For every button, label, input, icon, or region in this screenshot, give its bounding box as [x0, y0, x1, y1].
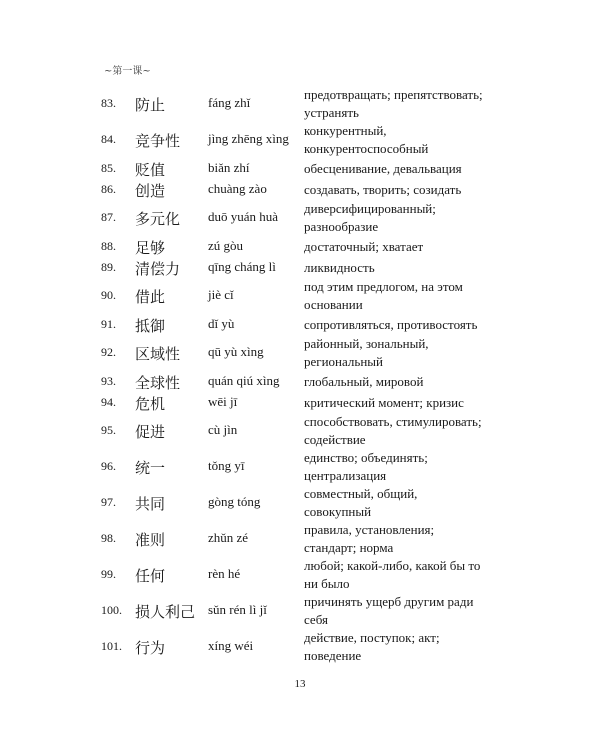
entry-hanzi: 防止: [135, 96, 166, 114]
entry-number: 100.: [101, 603, 122, 617]
translation-line: стандарт; норма: [304, 540, 394, 555]
entry-translation: [304, 238, 504, 256]
entry-number: 98.: [101, 531, 116, 545]
entry-hanzi: 多元化: [135, 210, 181, 228]
entry-number: 89.: [101, 260, 116, 274]
vocab-entry: [0, 521, 600, 557]
entry-number: 92.: [101, 345, 116, 359]
translation-line: способствовать, стимулировать;: [304, 414, 482, 429]
entry-number: 85.: [101, 161, 116, 175]
translation-line: критический момент; кризис: [304, 395, 464, 410]
translation-line: правила, установления;: [304, 522, 435, 537]
translation-line: ликвидность: [304, 260, 375, 275]
entry-number: 97.: [101, 495, 116, 509]
entry-pinyin: xíng wéi: [208, 638, 254, 653]
entry-hanzi: 清偿力: [135, 260, 181, 278]
entry-hanzi: 抵御: [135, 317, 166, 335]
translation-line: обесценивание, девальвация: [304, 161, 462, 176]
entry-pinyin: chuàng zào: [208, 181, 267, 196]
entry-translation: [304, 394, 504, 412]
translation-line: конкурентный,: [304, 123, 387, 138]
entry-hanzi: 任何: [135, 567, 166, 585]
vocab-entry: [0, 413, 600, 449]
translation-line: разнообразие: [304, 219, 379, 234]
entry-translation: [304, 181, 504, 199]
entry-translation: [304, 335, 504, 371]
entry-pinyin: qīng cháng lì: [208, 259, 276, 274]
entry-hanzi: 行为: [135, 639, 166, 657]
entry-number: 90.: [101, 288, 116, 302]
entry-hanzi: 贬值: [135, 161, 166, 179]
entry-translation: [304, 629, 504, 665]
translation-line: создавать, творить; созидать: [304, 182, 462, 197]
entry-translation: [304, 122, 504, 158]
translation-line: сопротивляться, противостоять: [304, 317, 478, 332]
translation-line: совокупный: [304, 504, 372, 519]
translation-line: устранять: [304, 105, 359, 120]
vocab-entry: [0, 278, 600, 314]
vocab-entry: [0, 122, 600, 158]
translation-line: любой; какой-либо, какой бы то: [304, 558, 481, 573]
entry-pinyin: wēi jī: [208, 394, 238, 409]
entry-hanzi: 危机: [135, 395, 166, 413]
entry-hanzi: 区域性: [135, 345, 181, 363]
entry-pinyin: zú gòu: [208, 238, 244, 253]
entry-translation: [304, 485, 504, 521]
entry-pinyin: zhǔn zé: [208, 530, 249, 545]
translation-line: конкурентоспособный: [304, 141, 429, 156]
entry-pinyin: duō yuán huà: [208, 209, 279, 224]
entry-translation: [304, 593, 504, 629]
entry-number: 88.: [101, 239, 116, 253]
entry-pinyin: gòng tóng: [208, 494, 261, 509]
entry-hanzi: 全球性: [135, 374, 181, 392]
entry-pinyin: dǐ yù: [208, 316, 235, 331]
vocab-entry: [0, 593, 600, 629]
translation-line: региональный: [304, 354, 383, 369]
entry-number: 86.: [101, 182, 116, 196]
translation-line: совместный, общий,: [304, 486, 418, 501]
entry-hanzi: 创造: [135, 182, 166, 200]
entry-pinyin: jìng zhēng xìng: [208, 131, 289, 146]
vocab-entry: [0, 158, 600, 179]
entry-number: 94.: [101, 395, 116, 409]
page-number: 13: [294, 678, 306, 690]
entry-pinyin: sǔn rén lì jǐ: [208, 602, 267, 617]
entry-hanzi: 统一: [135, 459, 166, 477]
translation-line: глобальный, мировой: [304, 374, 424, 389]
entry-translation: [304, 521, 504, 557]
vocabulary-list: [0, 86, 600, 665]
vocab-entry: [0, 485, 600, 521]
entry-number: 99.: [101, 567, 116, 581]
translation-line: содействие: [304, 432, 366, 447]
entry-translation: [304, 413, 504, 449]
lesson-header: ~第一课~: [104, 66, 151, 77]
entry-number: 83.: [101, 96, 116, 110]
vocab-entry: [0, 179, 600, 200]
vocab-entry: [0, 257, 600, 278]
entry-pinyin: quán qiú xìng: [208, 373, 280, 388]
translation-line: достаточный; хватает: [304, 239, 424, 254]
entry-number: 87.: [101, 210, 116, 224]
entry-translation: [304, 278, 504, 314]
vocab-entry: [0, 86, 600, 122]
entry-number: 101.: [101, 639, 122, 653]
vocab-entry: [0, 629, 600, 665]
translation-line: действие, поступок; акт;: [304, 630, 440, 645]
entry-number: 96.: [101, 459, 116, 473]
translation-line: предотвращать; препятствовать;: [304, 87, 483, 102]
translation-line: единство; объединять;: [304, 450, 428, 465]
entry-translation: [304, 316, 504, 334]
vocab-entry: [0, 200, 600, 236]
entry-pinyin: fáng zhǐ: [208, 95, 251, 110]
entry-hanzi: 损人利己: [135, 603, 196, 621]
translation-line: основании: [304, 297, 363, 312]
entry-translation: [304, 557, 504, 593]
entry-translation: [304, 449, 504, 485]
vocab-entry: [0, 236, 600, 257]
vocab-entry: [0, 449, 600, 485]
entry-pinyin: biǎn zhí: [208, 160, 250, 175]
entry-translation: [304, 86, 504, 122]
translation-line: под этим предлогом, на этом: [304, 279, 463, 294]
vocab-entry: [0, 557, 600, 593]
translation-line: районный, зональный,: [304, 336, 429, 351]
entry-number: 91.: [101, 317, 116, 331]
entry-number: 93.: [101, 374, 116, 388]
entry-pinyin: tǒng yī: [208, 458, 245, 473]
translation-line: диверсифицированный;: [304, 201, 436, 216]
entry-translation: [304, 259, 504, 277]
entry-translation: [304, 373, 504, 391]
translation-line: централизация: [304, 468, 387, 483]
vocab-entry: [0, 314, 600, 335]
entry-number: 95.: [101, 423, 116, 437]
entry-hanzi: 共同: [135, 495, 166, 513]
entry-pinyin: qū yù xìng: [208, 344, 264, 359]
entry-translation: [304, 200, 504, 236]
entry-hanzi: 竞争性: [135, 132, 181, 150]
translation-line: причинять ущерб другим ради: [304, 594, 474, 609]
entry-hanzi: 促进: [135, 423, 166, 441]
entry-pinyin: jiè cǐ: [208, 287, 234, 302]
entry-hanzi: 借此: [135, 288, 166, 306]
translation-line: поведение: [304, 648, 362, 663]
translation-line: себя: [304, 612, 328, 627]
vocab-entry: [0, 371, 600, 392]
entry-translation: [304, 160, 504, 178]
vocab-entry: [0, 392, 600, 413]
translation-line: ни было: [304, 576, 350, 591]
entry-pinyin: cù jìn: [208, 422, 238, 437]
entry-number: 84.: [101, 132, 116, 146]
entry-hanzi: 足够: [135, 239, 166, 257]
entry-pinyin: rèn hé: [208, 566, 241, 581]
vocab-entry: [0, 335, 600, 371]
entry-hanzi: 准则: [135, 531, 166, 549]
